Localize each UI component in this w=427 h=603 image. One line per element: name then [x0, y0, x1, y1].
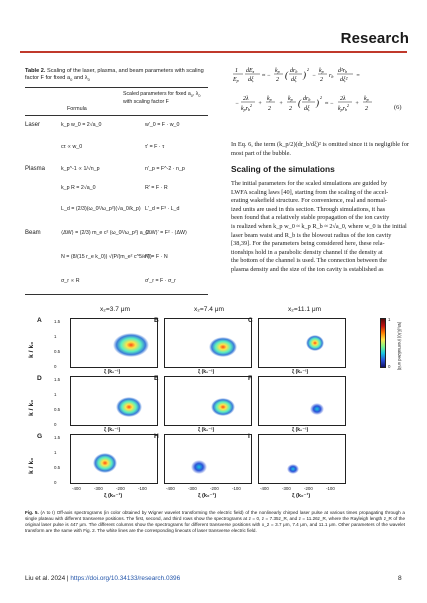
y-tick-label: 1.5	[54, 319, 61, 324]
x-axis-label: ξ (k₀⁻¹)	[104, 427, 121, 433]
spectrogram-image	[259, 319, 346, 368]
footer-doi-link[interactable]: https://doi.org/10.34133/research.0396	[70, 575, 181, 582]
svg-text:kprb2: kprb$^2$	[338, 103, 350, 112]
table-scaled-cell: σ'_r = F · σ_r	[145, 278, 176, 284]
paragraph-line: [38,39]. For the parameters being considered here, these rela-	[231, 240, 385, 248]
spectrogram-panel	[70, 376, 158, 426]
journal-header	[0, 0, 427, 52]
spectrogram-intensity-blob	[209, 337, 237, 357]
colorbar	[380, 318, 386, 368]
figure-column-title: x₂=3.7 μm	[100, 306, 130, 313]
section-heading: Scaling of the simulations	[231, 164, 335, 174]
spectrogram-image	[71, 319, 158, 368]
x-tick-label: -300	[94, 486, 103, 491]
field-lineout	[177, 475, 217, 483]
spectrogram-image	[259, 435, 346, 484]
table-category: Beam	[25, 230, 41, 236]
paragraph-line: ized units are used in this section. Through simulations, it has	[231, 205, 386, 213]
colorbar-min: 0	[388, 364, 391, 369]
field-lineout	[103, 417, 143, 425]
svg-text:−: −	[312, 73, 317, 79]
svg-text:dξ²: dξ²	[340, 77, 348, 83]
svg-text:=: =	[356, 73, 361, 79]
x-tick-label: -100	[138, 486, 147, 491]
y-axis-label: k / k₀	[28, 399, 35, 416]
svg-text:dξ: dξ	[248, 77, 254, 83]
table-formula-cell: σ_r ∝ R	[61, 278, 80, 284]
y-tick-label: 1.5	[54, 435, 61, 440]
panel-label: H	[154, 433, 159, 440]
x-tick-label: -200	[210, 486, 219, 491]
svg-text:): )	[316, 98, 319, 108]
spectrogram-panel	[70, 318, 158, 368]
table-formula-cell: ⟨ΔW⟩ = (2/3) m_e c² (ω_0²/ω_p²) a_0	[61, 230, 149, 236]
spectrogram-intensity-blob	[310, 403, 324, 415]
figure-column-title: x₂=7.4 μm	[194, 306, 224, 313]
table-formula-cell: L_d = (2/3)(ω_0²/ω_p²)(√a_0/k_p)	[61, 206, 141, 212]
svg-text:rb: rb	[329, 73, 334, 79]
equation-note-paragraph: In Eq. 6, the term (k_p/2)(dr_b/dξ)² is omitted since it is negligible for most part of the bubble.	[231, 141, 409, 157]
spectrogram-image	[165, 377, 252, 426]
svg-text:kp: kp	[364, 96, 369, 102]
y-axis-label: k / k₀	[28, 341, 35, 358]
x-tick-label: -400	[260, 486, 269, 491]
equation-svg	[231, 62, 411, 137]
x-axis-label: ξ (k₀⁻¹)	[292, 369, 309, 375]
field-lineout	[103, 359, 143, 367]
x-axis-label: ξ (k₀⁻¹)	[198, 493, 217, 499]
table-scaled-cell: N' = F · N	[145, 254, 168, 260]
x-tick-label: -300	[282, 486, 291, 491]
x-tick-label: -100	[326, 486, 335, 491]
svg-text:d²rb: d²rb	[338, 68, 348, 74]
header-rule	[20, 51, 407, 53]
table-2	[25, 68, 208, 300]
spectrogram-intensity-blob	[211, 398, 235, 416]
svg-text:kp: kp	[319, 68, 324, 74]
section-lines	[231, 180, 409, 275]
y-tick-label: 1	[54, 392, 57, 397]
svg-text:drb: drb	[303, 96, 311, 102]
spectrogram-intensity-blob	[191, 460, 207, 474]
caption-text: (A to I) Off-axis spectrograms (in color obtained by Wigner wavelet transforming the electric field) of the nonlinearly chirped laser pulse at various times propagating through a single plateau with different transverse positions. The first, second, and third rows show the spectrograms at z = 0, z = 7.35z_R, and z = 11.26z_R, where the Rayleigh length z_R of the original laser pulse is 447 μm. The different columns show the spectrograms for different transverse positions with x_2 = 3.7 μm, 7.4 μm, and 11.1 μm. Other parameters of the wavelet transform are the same with Fig. 2. The white lines are the corresponding lineouts of laser transverse electric field.	[25, 510, 405, 534]
panel-label: E	[154, 375, 159, 382]
y-tick-label: 0.5	[54, 465, 61, 470]
svg-text:+: +	[279, 101, 284, 107]
table-rule-bottom	[25, 294, 208, 295]
panel-label: F	[248, 375, 253, 382]
svg-text:2: 2	[365, 106, 368, 112]
svg-text:+: +	[355, 101, 360, 107]
header-scaled-text-2: , λ	[192, 91, 199, 97]
svg-text:2λ: 2λ	[243, 96, 249, 102]
x-tick-label: -400	[166, 486, 175, 491]
spectrogram-panel	[70, 434, 158, 484]
svg-text:≈ −: ≈ −	[325, 101, 334, 107]
spectrogram-image	[259, 377, 346, 426]
table-formula-cell: N = (8/(15 r_e k_0)) √(P/(m_e² c^5/e²))	[61, 254, 152, 260]
svg-text:Ep: Ep	[233, 77, 239, 83]
svg-text:(: (	[285, 70, 288, 80]
x-tick-label: -400	[72, 486, 81, 491]
spectrogram-intensity-blob	[116, 397, 142, 417]
spectrogram-intensity-blob	[113, 333, 149, 357]
paragraph-line: The initial parameters for the scaled simulations are guided by	[231, 180, 388, 187]
x-axis-label: ξ (k₀⁻¹)	[198, 369, 215, 375]
table-formula-cell: k_p R = 2√a_0	[61, 185, 96, 191]
spectrogram-intensity-blob	[93, 453, 117, 473]
svg-text:−: −	[235, 101, 240, 107]
paragraph-line: laser beam waist and R_b is the blowout radius of the ion cavity	[231, 231, 392, 239]
x-axis-label: ξ (k₀⁻¹)	[198, 427, 215, 433]
table-scaled-cell: ⟨ΔW⟩' = F² · ⟨ΔW⟩	[145, 230, 188, 236]
svg-text:≈ −: ≈ −	[262, 73, 271, 79]
svg-text:2: 2	[276, 77, 279, 83]
svg-text:2: 2	[320, 95, 322, 100]
table-scaled-cell: R' = F · R	[145, 185, 168, 191]
spectrogram-image	[71, 377, 158, 426]
table-title-text: Scaling of the laser, plasma, and beam parameters with scaling factor F for fixed a	[25, 68, 204, 81]
x-axis-label: ξ (k₀⁻¹)	[104, 369, 121, 375]
panel-label: G	[37, 433, 43, 440]
svg-text:drb: drb	[290, 68, 298, 74]
table-rows	[25, 68, 208, 300]
y-tick-label: 0	[54, 364, 57, 369]
svg-text:dξ: dξ	[304, 106, 310, 112]
table-scaled-cell: n'_p = F^-2 · n_p	[145, 166, 185, 172]
x-axis-label: ξ (k₀⁻¹)	[292, 493, 311, 499]
svg-text:kp: kp	[275, 68, 280, 74]
spectrogram-image	[165, 435, 252, 484]
table-title: Table 2. Scaling of the laser, plasma, and beam parameters with scaling factor F for fixed $a_0$ and $\lambda_0$	[25, 68, 204, 83]
svg-text:kprb2: kprb$^2$	[241, 103, 253, 112]
y-tick-label: 0.5	[54, 349, 61, 354]
spectrogram-panel	[164, 376, 252, 426]
table-title-text-2: and λ	[72, 75, 88, 81]
paragraph-line: been found that a relatively stable propagation of the ion cavity	[231, 214, 390, 222]
spectrogram-panel	[258, 434, 346, 484]
y-tick-label: 0.5	[54, 407, 61, 412]
spectrogram-intensity-blob	[287, 464, 299, 474]
table-header-formula: Formula	[67, 106, 87, 112]
field-lineout	[83, 475, 123, 483]
section-paragraph	[231, 180, 409, 275]
spectrogram-panel	[258, 318, 346, 368]
header-scaled-text: Scaled parameters for fixed a	[123, 91, 191, 97]
caption-label: Fig. 5.	[25, 510, 39, 515]
y-tick-label: 1.5	[54, 377, 61, 382]
paragraph-line: the bottom of the channel is used. The connection between the	[231, 257, 387, 265]
svg-text:kp: kp	[288, 96, 293, 102]
table-header-scaled: Scaled parameters for fixed $a_0$, $\lambda_0$ with scaling factor F	[123, 91, 201, 106]
panel-label: A	[37, 317, 42, 324]
svg-text:kp: kp	[267, 96, 272, 102]
svg-text:+: +	[258, 101, 263, 107]
footer-citation	[25, 575, 180, 582]
table-category: Plasma	[25, 166, 46, 172]
paragraph-line: erating wakefield structure. For convenience, real and normal-	[231, 197, 388, 205]
colorbar-max: 1	[388, 317, 391, 322]
paragraph-line: is realized when k_p w_0 ≈ k_p R_b ≈ 2√a_0, where w_0 is the initial	[231, 223, 407, 231]
svg-text:2: 2	[307, 67, 309, 72]
header-scaled-text-3: with scaling factor F	[123, 99, 169, 106]
panel-label: D	[37, 375, 42, 382]
table-formula-cell: k_p^-1 ∝ 1/√n_p	[61, 166, 100, 172]
x-axis-label: ξ (k₀⁻¹)	[104, 493, 123, 499]
journal-name: Research	[340, 30, 409, 47]
table-formula-cell: k_p w_0 = 2√a_0	[61, 122, 102, 128]
footer-authors: Liu et al. 2024 |	[25, 575, 71, 582]
svg-text:(: (	[298, 98, 301, 108]
x-tick-label: -100	[232, 486, 241, 491]
svg-text:dEz: dEz	[246, 68, 255, 74]
x-tick-label: -300	[188, 486, 197, 491]
paragraph-line: plasma density and the size of the ion cavity is established as	[231, 266, 384, 274]
x-tick-label: -200	[304, 486, 313, 491]
table-scaled-cell: L'_d = F³ · L_d	[145, 206, 180, 212]
equation-number: (6)	[394, 104, 402, 111]
table-formula-cell: cτ ∝ w_0	[61, 144, 83, 150]
panel-label: B	[154, 317, 159, 324]
spectrogram-image	[165, 319, 252, 368]
svg-text:2: 2	[268, 106, 271, 112]
table-category: Laser	[25, 122, 41, 128]
svg-text:dξ: dξ	[291, 77, 297, 83]
field-lineout	[197, 417, 237, 425]
svg-text:1: 1	[235, 68, 238, 74]
svg-text:2λ: 2λ	[340, 96, 346, 102]
spectrogram-panel	[164, 434, 252, 484]
table-scaled-cell: τ' = F · τ	[145, 144, 165, 150]
x-axis-label: ξ (k₀⁻¹)	[292, 427, 309, 433]
svg-text:): )	[303, 70, 306, 80]
y-tick-label: 1	[54, 450, 57, 455]
figure-column-title: x₂=11.1 μm	[288, 306, 322, 313]
panel-label: I	[248, 433, 250, 440]
figure-5	[28, 306, 402, 502]
colorbar-label: |W₀(ξ,k)| (normalized unit)	[397, 322, 402, 371]
y-tick-label: 1	[54, 334, 57, 339]
y-tick-label: 0	[54, 480, 57, 485]
paragraph-line: LWFA scaling laws [40], starting from the scaling of the accel-	[231, 188, 389, 196]
page-number: 8	[398, 575, 402, 582]
spectrogram-panel	[258, 376, 346, 426]
table-label: Table 2.	[25, 68, 46, 74]
equation-6	[231, 62, 411, 137]
svg-text:2: 2	[289, 106, 292, 112]
x-tick-label: -200	[116, 486, 125, 491]
table-scaled-cell: w'_0 = F · w_0	[145, 122, 180, 128]
figure-caption	[25, 510, 405, 534]
spectrogram-panel	[164, 318, 252, 368]
field-lineout	[197, 359, 237, 367]
svg-text:2: 2	[320, 77, 323, 83]
paragraph-line: tionships hold in a parabolic density channel if the density at	[231, 248, 383, 256]
y-tick-label: 0	[54, 422, 57, 427]
panel-label: C	[248, 317, 253, 324]
spectrogram-intensity-blob	[306, 335, 324, 351]
spectrogram-image	[71, 435, 158, 484]
y-axis-label: k / k₀	[28, 457, 35, 474]
